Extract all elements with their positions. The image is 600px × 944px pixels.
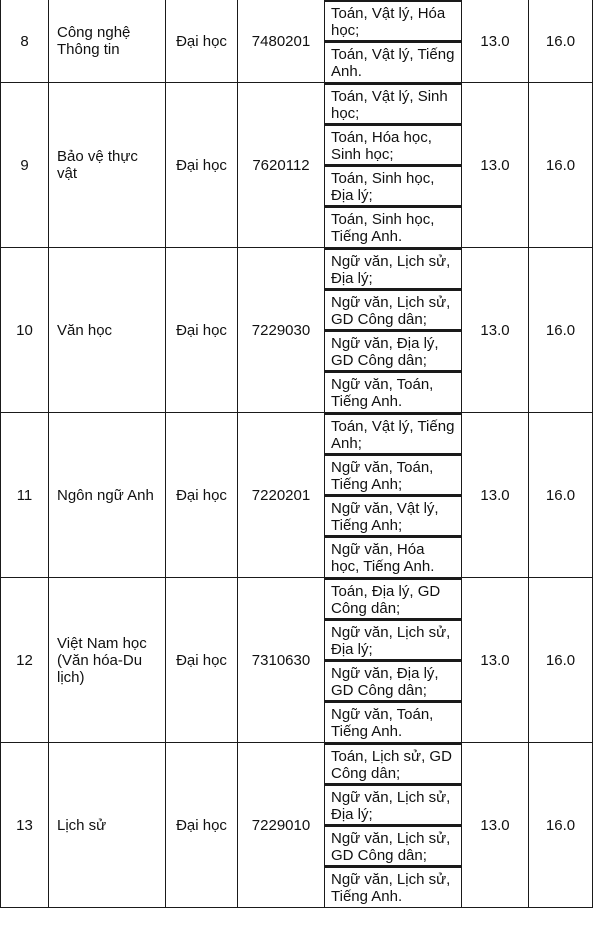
level-cell: Đại học xyxy=(166,743,238,908)
score-2-cell: 16.0 xyxy=(529,0,593,83)
subject-combo: Toán, Hóa học, Sinh học; xyxy=(325,124,461,165)
subject-combo: Ngữ văn, Hóa học, Tiếng Anh. xyxy=(325,536,461,577)
subject-combo: Ngữ văn, Lịch sử, Địa lý; xyxy=(325,784,461,825)
subject-combos-cell xyxy=(325,248,462,413)
subject-combos-cell xyxy=(325,83,462,248)
score-2-cell: 16.0 xyxy=(529,83,593,248)
row-number-cell: 12 xyxy=(1,578,49,743)
major-code-cell: 7620112 xyxy=(238,83,325,248)
subject-combo: Toán, Vật lý, Sinh học; xyxy=(325,83,461,124)
major-code-cell: 7229030 xyxy=(238,248,325,413)
subject-combos-cell xyxy=(325,743,462,908)
subject-combo-list xyxy=(325,413,461,578)
major-code-cell: 7310630 xyxy=(238,578,325,743)
subject-combo: Ngữ văn, Toán, Tiếng Anh. xyxy=(325,371,461,412)
row-number-cell: 8 xyxy=(1,0,49,83)
level-cell: Đại học xyxy=(166,578,238,743)
subject-combos-cell xyxy=(325,578,462,743)
level-cell: Đại học xyxy=(166,413,238,578)
subject-combo: Ngữ văn, Toán, Tiếng Anh. xyxy=(325,701,461,742)
subject-combo: Ngữ văn, Lịch sử, GD Công dân; xyxy=(325,825,461,866)
score-1-cell: 13.0 xyxy=(462,83,529,248)
subject-combo-list xyxy=(325,743,461,908)
major-name-cell: Ngôn ngữ Anh xyxy=(49,413,166,578)
subject-combo: Toán, Địa lý, GD Công dân; xyxy=(325,578,461,619)
score-2-cell: 16.0 xyxy=(529,248,593,413)
row-number-cell: 9 xyxy=(1,83,49,248)
score-1-cell: 13.0 xyxy=(462,743,529,908)
subject-combo: Ngữ văn, Lịch sử, Địa lý; xyxy=(325,248,461,289)
subject-combo: Toán, Lịch sử, GD Công dân; xyxy=(325,743,461,784)
major-code-cell: 7220201 xyxy=(238,413,325,578)
table-row xyxy=(1,0,593,83)
score-1-cell: 13.0 xyxy=(462,0,529,83)
subject-combo-list xyxy=(325,0,461,83)
row-number-cell: 11 xyxy=(1,413,49,578)
level-cell: Đại học xyxy=(166,248,238,413)
table-body xyxy=(1,0,593,908)
score-1-cell: 13.0 xyxy=(462,578,529,743)
score-1-cell: 13.0 xyxy=(462,413,529,578)
row-number-cell: 13 xyxy=(1,743,49,908)
subject-combo: Toán, Sinh học, Tiếng Anh. xyxy=(325,206,461,247)
subject-combo: Ngữ văn, Lịch sử, Tiếng Anh. xyxy=(325,866,461,907)
major-name-cell: Văn học xyxy=(49,248,166,413)
row-number-cell: 10 xyxy=(1,248,49,413)
subject-combo-list xyxy=(325,578,461,743)
subject-combo: Toán, Vật lý, Tiếng Anh; xyxy=(325,413,461,454)
subject-combo: Ngữ văn, Toán, Tiếng Anh; xyxy=(325,454,461,495)
subject-combo-list xyxy=(325,83,461,248)
major-code-cell: 7229010 xyxy=(238,743,325,908)
table-row xyxy=(1,578,593,743)
score-2-cell: 16.0 xyxy=(529,578,593,743)
level-cell: Đại học xyxy=(166,0,238,83)
table-row xyxy=(1,83,593,248)
subject-combos-cell xyxy=(325,413,462,578)
subject-combo: Toán, Sinh học, Địa lý; xyxy=(325,165,461,206)
table-row xyxy=(1,743,593,908)
subject-combo: Ngữ văn, Vật lý, Tiếng Anh; xyxy=(325,495,461,536)
score-2-cell: 16.0 xyxy=(529,743,593,908)
subject-combo-list xyxy=(325,248,461,413)
table-row xyxy=(1,248,593,413)
score-2-cell: 16.0 xyxy=(529,413,593,578)
major-code-cell: 7480201 xyxy=(238,0,325,83)
subject-combo: Toán, Vật lý, Hóa học; xyxy=(325,0,461,41)
score-1-cell: 13.0 xyxy=(462,248,529,413)
major-name-cell: Bảo vệ thực vật xyxy=(49,83,166,248)
table-row xyxy=(1,413,593,578)
level-cell: Đại học xyxy=(166,83,238,248)
major-name-cell: Lịch sử xyxy=(49,743,166,908)
subject-combo: Ngữ văn, Địa lý, GD Công dân; xyxy=(325,330,461,371)
subject-combos-cell xyxy=(325,0,462,83)
major-name-cell: Công nghệ Thông tin xyxy=(49,0,166,83)
subject-combo: Ngữ văn, Địa lý, GD Công dân; xyxy=(325,660,461,701)
subject-combo: Toán, Vật lý, Tiếng Anh. xyxy=(325,41,461,83)
subject-combo: Ngữ văn, Lịch sử, Địa lý; xyxy=(325,619,461,660)
major-name-cell: Việt Nam học (Văn hóa-Du lịch) xyxy=(49,578,166,743)
subject-combo: Ngữ văn, Lịch sử, GD Công dân; xyxy=(325,289,461,330)
